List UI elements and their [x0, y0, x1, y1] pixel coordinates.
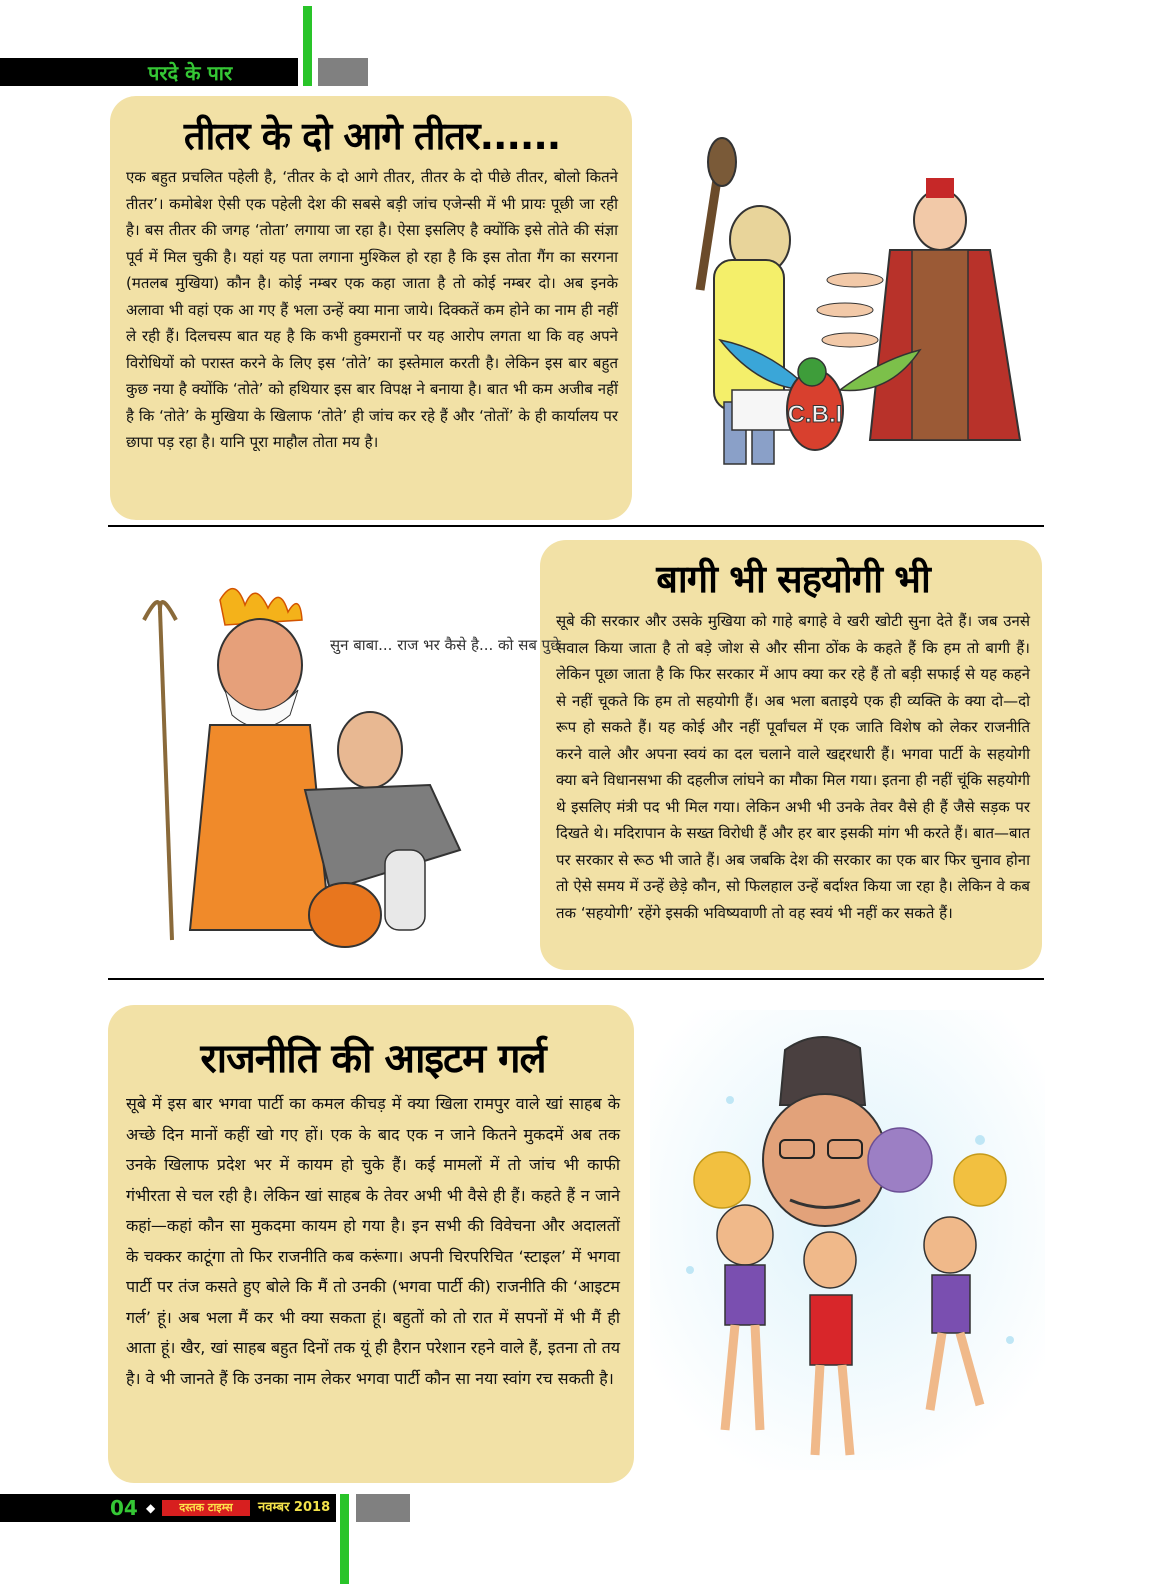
item-girl-cartoon: [650, 1010, 1045, 1470]
speech-scribble: सुन बाबा... राज भर कैसे है... को सब पुछे: [330, 636, 561, 654]
section-divider: [108, 978, 1044, 980]
article-title-3: राजनीति की आइटम गर्ल: [200, 1036, 546, 1082]
gravestone: [385, 850, 425, 930]
section-label: परदे के पार: [148, 61, 233, 85]
saffron-leaders-cartoon: [130, 580, 561, 960]
second-figure-coat: [305, 785, 460, 890]
footer-accent-stripe: [340, 1494, 349, 1584]
briefcase: [732, 390, 792, 430]
pom-pom: [694, 1152, 750, 1208]
article-box-1: [110, 96, 632, 520]
sparkle: [726, 1096, 734, 1104]
article-body-3: सूबे में इस बार भगवा पार्टी का कमल कीचड़ में क्या खिला रामपुर वाले खां साहब के अच्छे दिन मानों कहीं खो गए हों। एक के बाद एक न जाने कितने मुकदमें अब तक उनके खिलाफ प्रदेश भर में कायम हो चुके हैं। कई मामलों में तो जांच भी काफी गंभीरता से चल रही है। लेकिन खां साहब के तेवर अभी भी वैसे ही हैं। कहते हैं न जाने कहां—कहां कौन सा मुकदमा कायम हो गया है। इन सभी की विवेचना और अदालतों के चक्कर काटूंगा तो फिर राजनीति कब करूंगा। अपनी चिरपरिचित ‘स्टाइल’ में भगवा पार्टी पर तंज कसते हुए बोले कि मैं तो उनकी (भगवा पार्टी की) राजनीति की ‘आइटम गर्ल’ हूं। अब भला मैं कर भी क्या सकता हूं। बहुतों को तो रात में सपनों में भी मैं ही आता हूं। खैर, खां साहब बहुत दिनों तक यूं ही हैरान परेशान रहने वाले हैं, इतना तो तय है। वे भी जानते हैं कि उनका नाम लेकर भगवा पार्टी कौन सा नया स्वांग रच सकती है।: [126, 1094, 620, 1388]
sparkle: [975, 1135, 985, 1145]
reaching-hand: [817, 303, 873, 317]
cheerleader-outfit: [932, 1275, 970, 1333]
reaching-hand: [827, 273, 883, 287]
right-figure-cap: [926, 178, 954, 198]
cheerleader-head: [804, 1232, 856, 1288]
cbi-parrot-cartoon: [640, 140, 1040, 485]
trident-staff: [160, 610, 172, 940]
cheerleader-leg: [755, 1325, 760, 1430]
article-body-1: एक बहुत प्रचलित पहेली है, ‘तीतर के दो आगे तीतर, तीतर के दो पीछे तीतर, बोलो कितने तीतर’। कमोबेश ऐसी एक पहेली देश की सबसे बड़ी जांच एजेन्सी में भी प्रायः पूछी जा रही है। बस तीतर की जगह ‘तोता’ लगाया जा रहा है। ऐसा इसलिए है क्योंकि इसे तोते की संज्ञा पूर्व में मिल चुकी है। यहां यह पता लगाना मुश्किल हो रहा है कि इस तोता गैंग का सरगना (मतलब मुखिया) कौन है। कोई नम्बर एक कहा जाता है तो कोई नम्बर दो। अब इनके अलावा भी वहां एक आ गए हैं भला उन्हें क्या माना जाये। दिक्कतें कम होने का नाम ही नहीं ले रही हैं। दिलचस्प बात यह है कि कभी हुक्मरानों पर यह आरोप लगता था कि वह अपने विरोधियों को परास्त करने के लिए इस ‘तोते’ का इस्तेमाल करती है। लेकिन इस बार बहुत कुछ नया है क्योंकि ‘तोते’ को हथियार इस बार विपक्ष ने बनाया है। बात भी कम अजीब नहीं है कि ‘तोते’ के मुखिया के खिलाफ ‘तोते’ ही जांच कर रहे हैं और ‘तोतों’ के ही कार्यालय पर छापा पड़ रहा है। यानि पूरा माहौल तोता मय है।: [126, 168, 618, 451]
pumpkin: [309, 883, 381, 947]
sparkle: [1006, 1336, 1014, 1344]
cheerleader-outfit: [810, 1295, 852, 1365]
pom-pom: [868, 1128, 932, 1192]
second-figure-head: [338, 712, 402, 788]
article-title-2: बागी भी सहयोगी भी: [656, 557, 930, 601]
reaching-hand: [822, 333, 878, 347]
cheerleader-head: [924, 1217, 976, 1273]
footer-grey-tab: [356, 1494, 410, 1522]
pom-pom: [954, 1154, 1006, 1206]
magazine-logo: दस्तक टाइम्स: [162, 1500, 250, 1516]
header-accent-stripe: [303, 6, 312, 86]
cheerleader-head: [717, 1205, 773, 1265]
article-title-1: तीतर के दो आगे तीतर......: [183, 114, 561, 158]
cbi-label: C.B.I: [787, 401, 843, 428]
left-figure-coat: [714, 260, 784, 410]
cheerleader-outfit: [725, 1265, 765, 1325]
sparkle: [686, 1266, 694, 1274]
right-figure-suit: [912, 250, 968, 440]
right-figure-head: [914, 190, 966, 250]
parrot-head: [798, 358, 826, 386]
footer-bullet: ◆: [146, 1501, 156, 1515]
spiked-club: [708, 138, 736, 186]
section-divider: [108, 525, 1044, 527]
issue-date: नवम्बर 2018: [258, 1500, 331, 1515]
page-number: 04: [110, 1496, 138, 1520]
article-body-2: सूबे की सरकार और उसके मुखिया को गाहे बगाहे वे खरी खोटी सुना देते हैं। जब उनसे सवाल किया जाता है तो बड़े जोश से और सीना ठोंक के कहते हैं कि हम तो बागी हैं। लेकिन पूछा जाता है कि फिर सरकार में आप क्या कर रहे हैं तो बड़ी सफाई से यह कहने से नहीं चूकते कि हम तो सहयोगी हैं। अब भला बताइये एक ही व्यक्ति के क्या दो—दो रूप हो सकते हैं। यह कोई और नहीं पूर्वांचल में एक जाति विशेष को लेकर राजनीति करने वाले और अपना स्वयं का दल चलाने वाले खद्दरधारी हैं। भगवा पार्टी के सहयोगी क्या बने विधानसभा की दहलीज लांघने का मौका मिल गया। इतना ही नहीं चूंकि सहयोगी थे इसलिए मंत्री पद भी मिल गया। लेकिन अभी भी उनके तेवर वैसे ही हैं जैसे सड़क पर दिखते थे। मदिरापान के सख्त विरोधी हैं और हर बार इसकी मांग भी करते हैं। बात—बात पर सरकार से रूठ भी जाते हैं। अब जबकि देश की सरकार का एक बार फिर चुनाव होना तो ऐसे समय में उन्हें छेड़े कौन, सो फिलहाल उन्हें बर्दाश्त किया जा रहा है। लेकिन वे कब तक ‘सहयोगी’ रहेंगे इसकी भविष्यवाणी तो वह स्वयं भी नहीं कर सकते हैं।: [556, 612, 1030, 922]
sadhu-robe: [190, 725, 330, 930]
article-box-2: [540, 540, 1042, 970]
article-box-3: [108, 1005, 634, 1483]
cheerleader-leg: [815, 1365, 820, 1455]
header-grey-tab: [318, 58, 368, 86]
